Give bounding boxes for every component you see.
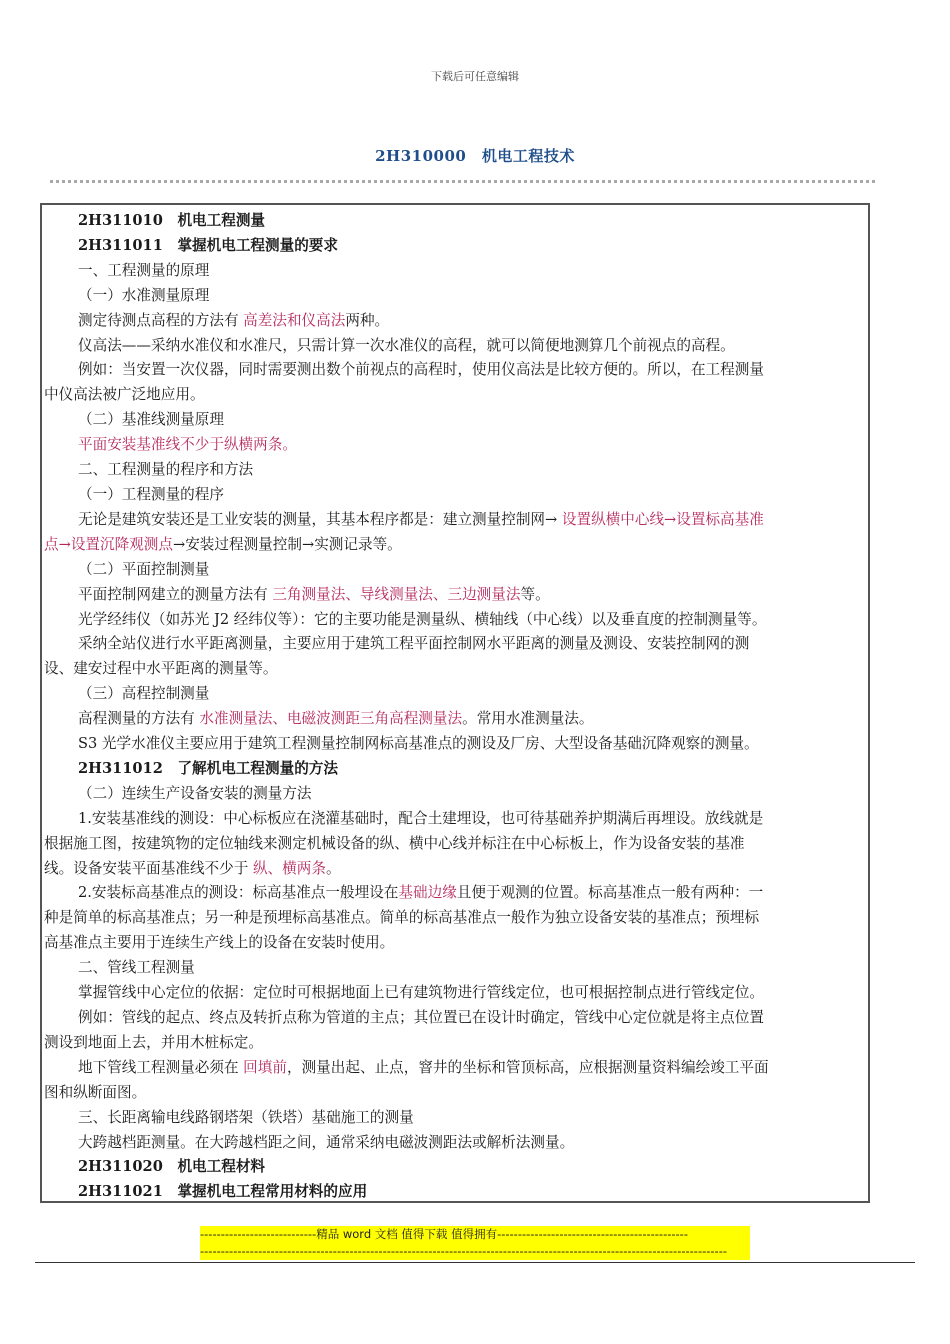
footer-banner-line-2: ------------------------------------------------------------------------------------------------------------------------------- xyxy=(200,1244,728,1258)
text-segment: 一、工程测量的原理 xyxy=(78,261,210,279)
text-line xyxy=(44,906,866,931)
text-line xyxy=(44,1031,866,1056)
text-segment: 地下管线工程测量必须在 xyxy=(78,1058,244,1076)
text-segment: 大跨越档距测量。在大跨越档距之间，通常采纳电磁波测距法或解析法测量。 xyxy=(78,1133,575,1151)
text-line xyxy=(44,707,866,732)
text-segment: 2H311011 掌握机电工程测量的要求 xyxy=(78,236,338,254)
text-line xyxy=(44,881,866,906)
text-line xyxy=(44,458,866,483)
text-line xyxy=(44,1081,866,1106)
section-heading xyxy=(44,234,866,259)
highlighted-text: 回填前 xyxy=(243,1058,287,1076)
highlighted-text: 三角测量法、导线测量法、三边测量法 xyxy=(272,585,521,603)
text-segment: 1.安装基准线的测设：中心标板应在浇灌基础时，配合土建埋设，也可待基础养护期满后再埋设。放线就是 xyxy=(78,809,764,827)
text-segment: （二）平面控制测量 xyxy=(78,560,210,578)
text-segment: 中仪高法被广泛地应用。 xyxy=(44,386,205,404)
text-segment: 种是简单的标高基准点；另一种是预埋标高基准点。简单的标高基准点一般作为独立设备安装的基准点；预埋标 xyxy=(44,909,760,927)
download-note: 下载后可任意编辑 xyxy=(431,70,519,83)
text-segment: 二、管线工程测量 xyxy=(78,959,195,977)
section-heading xyxy=(44,757,866,782)
text-segment: →安装过程测量控制→实测记录等。 xyxy=(172,535,402,553)
text-segment: 且便于观测的位置。标高基准点一般有两种：一 xyxy=(456,884,764,902)
text-line xyxy=(44,857,866,882)
text-segment: （二）连续生产设备安装的测量方法 xyxy=(78,784,312,802)
text-line xyxy=(44,284,866,309)
text-line xyxy=(44,483,866,508)
text-segment: 仪高法——采纳水准仪和水准尺，只需计算一次水准仪的高程，就可以简便地测算几个前视点的高程。 xyxy=(78,336,735,354)
text-line xyxy=(44,1131,866,1156)
text-line xyxy=(44,608,866,633)
text-line xyxy=(44,956,866,981)
text-segment: （一）水准测量原理 xyxy=(78,286,210,304)
text-line xyxy=(44,383,866,408)
text-segment: 设、建安过程中水平距离的测量等。 xyxy=(44,660,278,678)
text-line xyxy=(44,558,866,583)
text-segment: 平面控制网建立的测量方法有 xyxy=(78,585,273,603)
text-segment: S3 光学水准仪主要应用于建筑工程测量控制网标高基准点的测设及厂房、大型设备基础沉降观察的测量。 xyxy=(78,735,759,753)
highlighted-text: 基础边缘 xyxy=(398,884,457,902)
text-line xyxy=(44,807,866,832)
text-line xyxy=(44,682,866,707)
section-heading xyxy=(44,209,866,234)
footer-banner xyxy=(200,1226,750,1260)
text-line xyxy=(44,533,866,558)
text-line xyxy=(44,508,866,533)
text-line xyxy=(44,1106,866,1131)
text-segment: 采纳全站仪进行水平距离测量，主要应用于建筑工程平面控制网水平距离的测量及测设、安装控制网的测 xyxy=(78,635,750,653)
text-segment: ，测量出起、止点，窨井的坐标和管顶标高，应根据测量资料编绘竣工平面 xyxy=(286,1058,769,1076)
text-line xyxy=(44,832,866,857)
content-box xyxy=(40,203,870,1203)
text-segment: 无论是建筑安装还是工业安装的测量，其基本程序都是：建立测量控制网→ xyxy=(78,510,562,528)
highlighted-text: 点→设置沉降观测点 xyxy=(44,535,173,553)
text-segment: 光学经纬仪（如苏光 J2 经纬仪等）：它的主要功能是测量纵、横轴线（中心线）以及垂直度的控制测量等。 xyxy=(78,610,767,628)
dotted-divider xyxy=(50,180,875,183)
text-line xyxy=(44,408,866,433)
text-line xyxy=(44,433,866,458)
section-heading xyxy=(44,1180,866,1203)
section-heading xyxy=(44,1155,866,1180)
highlighted-text: 平面安装基准线不少于纵横两条。 xyxy=(78,436,297,454)
text-segment: （二）基准线测量原理 xyxy=(78,411,224,429)
text-segment: 测定待测点高程的方法有 xyxy=(78,311,244,329)
text-segment: 2H311021 掌握机电工程常用材料的应用 xyxy=(78,1183,368,1201)
bottom-rule xyxy=(35,1262,915,1263)
text-line xyxy=(44,782,866,807)
text-segment: 二、工程测量的程序和方法 xyxy=(78,461,254,479)
text-segment: 2.安装标高基准点的测设：标高基准点一般埋设在 xyxy=(78,884,399,902)
highlighted-text: 高差法和仪高法 xyxy=(243,311,346,329)
text-segment: 2H311012 了解机电工程测量的方法 xyxy=(78,759,338,777)
text-segment: 例如：当安置一次仪器，同时需要测出数个前视点的高程时，使用仪高法是比较方便的。所以，在工程测量 xyxy=(78,361,764,379)
text-segment: 测设到地面上去，并用木桩标定。 xyxy=(44,1033,263,1051)
text-segment: 两种。 xyxy=(345,311,390,329)
text-line xyxy=(44,632,866,657)
text-segment: 例如：管线的起点、终点及转折点称为管道的主点；其位置已在设计时确定，管线中心定位就是将主点位置 xyxy=(78,1009,764,1026)
text-line xyxy=(44,309,866,334)
footer-banner-line-1: ----------------------------精品 word 文档 值得下载 值得拥有---------------------------------------------- xyxy=(200,1227,688,1241)
text-segment: 掌握管线中心定位的依据：定位时可根据地面上已有建筑物进行管线定位，也可根据控制点进行管线定位。 xyxy=(78,984,764,1002)
text-segment: 图和纵断面图。 xyxy=(44,1083,147,1101)
text-segment: 三、长距离输电线路钢塔架（铁塔）基础施工的测量 xyxy=(78,1108,414,1126)
highlighted-text: 纵、横两条 xyxy=(252,859,326,877)
text-line xyxy=(44,981,866,1006)
text-line xyxy=(44,1056,866,1081)
text-line xyxy=(44,334,866,359)
text-segment: 2H311020 机电工程材料 xyxy=(78,1158,266,1176)
text-line xyxy=(44,1006,866,1031)
page-title: 2H310000 机电工程技术 xyxy=(375,147,575,165)
text-segment: 。 xyxy=(325,859,341,877)
text-line xyxy=(44,657,866,682)
text-segment: 高基准点主要用于连续生产线上的设备在安装时使用。 xyxy=(44,934,395,952)
text-line xyxy=(44,358,866,383)
document-body xyxy=(44,209,866,1203)
highlighted-text: 水准测量法、电磁波测距三角高程测量法 xyxy=(199,710,463,728)
text-line xyxy=(44,583,866,608)
text-line xyxy=(44,732,866,757)
text-segment: （三）高程控制测量 xyxy=(78,685,210,703)
text-segment: 根据施工图，按建筑物的定位轴线来测定机械设备的纵、横中心线并标注在中心标板上，作为设备安装的基准 xyxy=(44,834,745,852)
text-segment: （一）工程测量的程序 xyxy=(78,485,224,503)
text-segment: 2H311010 机电工程测量 xyxy=(78,212,266,229)
highlighted-text: 设置纵横中心线→设置标高基准 xyxy=(561,510,764,528)
text-segment: 等。 xyxy=(520,585,550,603)
text-line xyxy=(44,931,866,956)
text-line xyxy=(44,259,866,284)
text-segment: 线。设备安装平面基准线不少于 xyxy=(44,859,253,877)
text-segment: 高程测量的方法有 xyxy=(78,710,200,728)
text-segment: 。常用水准测量法。 xyxy=(462,710,594,728)
